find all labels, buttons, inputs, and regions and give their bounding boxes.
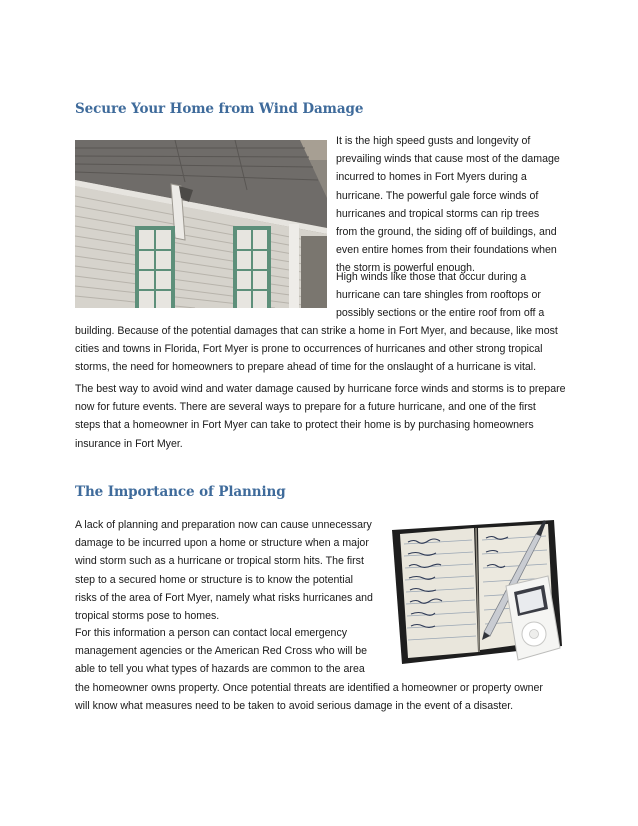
- text-line: hurricanes and tropical storms can rip trees: [336, 207, 540, 220]
- text-line: A lack of planning and preparation now can cause unnecessary: [75, 519, 372, 531]
- text-line: from the ground, the siding off of buildings, and: [336, 226, 557, 239]
- text-line: It is the high speed gusts and longevity of: [336, 135, 531, 147]
- text-line: For this information a person can contact local emergency: [75, 627, 348, 639]
- text-line: insurance in Fort Myer.: [75, 437, 183, 450]
- text-line: wind storm such as a hurricane or tropical storm hits. The first: [75, 555, 364, 568]
- text-line: High winds like those that occur during a: [336, 271, 527, 283]
- text-line: prevailing winds that cause most of the damage: [336, 153, 560, 166]
- section-heading-wind-damage: Secure Your Home from Wind Damage: [75, 101, 364, 117]
- paragraph-lack-of-planning: [75, 516, 373, 625]
- text-line: will know what measures need to be taken to avoid serious damage in the event of a disaster.: [75, 699, 514, 712]
- text-line: hurricane can tare shingles from rooftops or: [336, 289, 541, 302]
- text-line: steps that a homeowner in Fort Myer can take to protect their home is by purchasing homeowners: [75, 419, 534, 432]
- text-line: able to tell you what types of hazards are common to the area: [75, 663, 365, 676]
- text-line: incurred to homes in Fort Myers during a: [336, 171, 527, 184]
- text-line: management agencies or the American Red Cross who will be: [75, 645, 368, 658]
- paragraph-wind-damage-intro: [336, 132, 560, 278]
- paragraph-contact-agencies-upper: [75, 624, 543, 715]
- text-line: even entire homes from their foundations when: [336, 244, 557, 257]
- paragraph-high-winds-lower: [75, 322, 558, 377]
- house-siding-illustration: [75, 140, 327, 308]
- text-line: cities and towns in Florida, Fort Myer is prone to occurrences of hurricanes and other strong tropical: [75, 343, 543, 356]
- text-line: building. Because of the potential damages that can strike a home in Fort Myer, and because, like most: [75, 325, 558, 337]
- paragraph-high-winds-upper: [336, 268, 544, 323]
- text-line: step to a secured home or structure is to know the potential: [75, 573, 353, 586]
- house-siding-photo: [75, 140, 327, 308]
- text-line: risks of the area of Fort Myer, namely what risks hurricanes and: [75, 591, 373, 604]
- text-line: the homeowner owns property. Once potential threats are identified a homeowner or property owner: [75, 681, 543, 694]
- text-line: hurricane. The powerful gale force winds of: [336, 189, 539, 202]
- text-line: The best way to avoid wind and water damage caused by hurricane force winds and storms is to prepare: [75, 383, 566, 395]
- paragraph-best-way: [75, 380, 566, 453]
- text-line: possibly sections or the entire roof from off a: [336, 307, 545, 320]
- text-line: storms, the need for homeowners to prepare ahead of time for the onslaught of a hurricane is vital.: [75, 361, 537, 374]
- text-line: now for future events. There are several ways to prepare for a future hurricane, and one of the first: [75, 401, 536, 414]
- text-line: tropical storms pose to homes.: [75, 610, 220, 623]
- section-heading-planning: The Importance of Planning: [75, 484, 286, 500]
- text-line: the storm is powerful enough.: [336, 262, 475, 275]
- text-line: damage to be incurred upon a home or structure when a major: [75, 537, 369, 550]
